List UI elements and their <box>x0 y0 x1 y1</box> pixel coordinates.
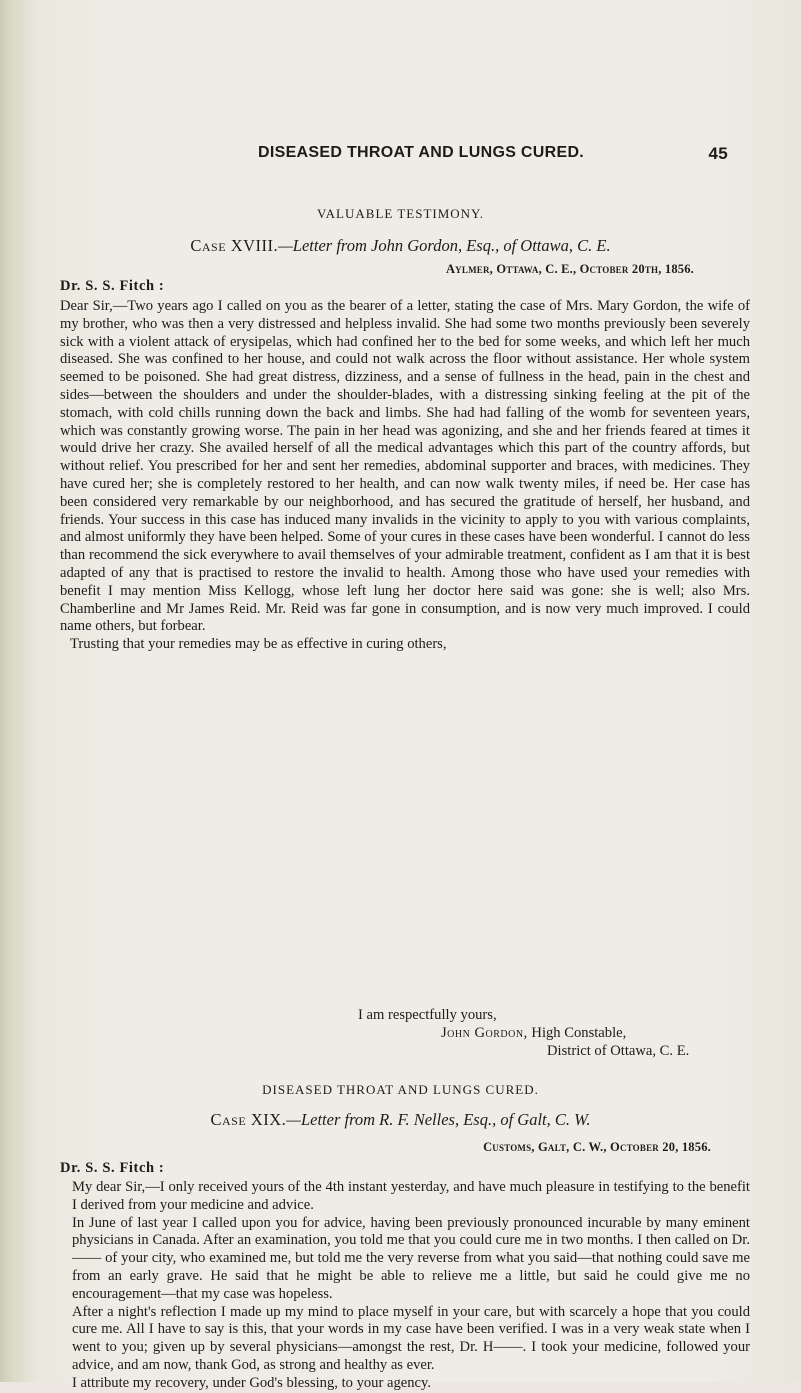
case-18-closing: Trusting that your remedies may be as effective in curing others, <box>70 636 447 653</box>
case-18-title <box>0 236 801 256</box>
case-18-signature <box>441 1025 626 1043</box>
case-18-subtitle: —Letter from John Gordon, Esq., of Ottawa, C. E. <box>278 236 611 255</box>
case-19-salutation: Dr. S. S. Fitch : <box>60 1160 165 1176</box>
case-18-label: Case XVIII. <box>190 236 279 255</box>
case-19-dateline: Customs, Galt, C. W., October 20, 1856. <box>483 1140 711 1154</box>
case-18-body-paragraph: Dear Sir,—Two years ago I called on you as the bearer of a letter, stating the case of Mrs. Mary Gordon, the wife of my brother, who was then a very distressed and helpless invalid. She had some two months previously been severely sick with a violent attack of erysipelas, which had confined her to the bed for some weeks, and which left her much diseased. She was confined to her house, and could not walk across the floor without assistance. Her whole system seemed to be poisoned. She had great distress, dizziness, and a sense of fullness in the head, pain in the chest and sides—between the shoulders and under the shoulder-blades, with a distressing sinking feeling at the pit of the stomach, with cold chills running down the back and limbs. She had had falling of the womb for seventeen years, which was constantly growing worse. The pain in her head was agonizing, and she and her friends feared at times it would drive her crazy. She availed herself of all the medical advantages which this part of the country affords, but without relief. You prescribed for her and sent her remedies, abdominal supporter and braces, with medicines. They have cured her; she is completely restored to her health, and can now walk twenty miles, if need be. Her case has been considered very remarkable by our neighborhood, and has secured the gratitude of herself, her husband, and friends. Your success in this case has induced many invalids in the vicinity to apply to you with various complaints, and almost uniformly they have been helped. Some of your cures in these cases have been wonderful. I cannot do less than recommend the sick everywhere to avail themselves of your admirable treatment, confident as I am that it is best adapted of any that is practised to restore the invalid to health. Among those who have used your remedies with benefit I may mention Miss Kellogg, whose left lung her doctor here said was gone: she is well; also Mrs. Chamberline and Mr James Reid. Mr. Reid was far gone in consumption, and is now very much improved. I could name others, but forbear. <box>60 298 750 635</box>
case-19-paragraph-2: In June of last year I called upon you for advice, having been previously pronounced incurable by many eminent physicians in Canada. After an examination, you told me that you could cure me in two months. I then called on Dr. —— of your city, who examined me, but told me the very reverse from what you said—that nothing could save me from an early grave. He said that he might be able to relieve me a little, but said he could give me no encouragement—that my case was hopeless. <box>72 1214 750 1302</box>
case-18-dateline: Aylmer, Ottawa, C. E., October 20th, 1856. <box>445 262 694 276</box>
section-heading-diseased-throat: DISEASED THROAT AND LUNGS CURED. <box>262 1082 539 1097</box>
case-19-paragraph-3: After a night's reflection I made up my mind to place myself in your care, but with scarcely a hope that you could cure me. All I have to say is this, that your words in my case have been verified. I was in a very weak state when I went to you; given up by several physicians—amongst the rest, Dr. H——. I took your medicine, followed your advice, and am now, thank God, as strong and healthy as ever. <box>72 1303 750 1373</box>
running-head <box>258 144 728 162</box>
case-18-letter-body <box>60 298 750 654</box>
section-heading-valuable-testimony: VALUABLE TESTIMONY. <box>316 206 485 221</box>
running-head-title: DISEASED THROAT AND LUNGS CURED. <box>258 144 585 161</box>
case-18-signer-title: High Constable, <box>531 1025 627 1041</box>
case-19-subtitle: —Letter from R. F. Nelles, Esq., of Galt, C. W. <box>286 1110 591 1129</box>
case-19-letter-body <box>60 1179 750 1393</box>
case-18-signer-name: John Gordon, <box>441 1025 528 1041</box>
case-19-paragraph-1: My dear Sir,—I only received yours of the 4th instant yesterday, and have much pleasure in testifying to the benefit I derived from your medicine and advice. <box>72 1179 750 1213</box>
case-19-title <box>0 1110 801 1130</box>
case-19-label: Case XIX. <box>210 1110 287 1129</box>
case-18-sign-line: I am respectfully yours, <box>358 1007 497 1023</box>
case-18-signer-district: District of Ottawa, C. E. <box>547 1043 690 1059</box>
case-19-paragraph-4: I attribute my recovery, under God's blessing, to your agency. <box>72 1374 431 1391</box>
case-18-salutation: Dr. S. S. Fitch : <box>60 278 165 294</box>
page-number: 45 <box>708 144 728 163</box>
